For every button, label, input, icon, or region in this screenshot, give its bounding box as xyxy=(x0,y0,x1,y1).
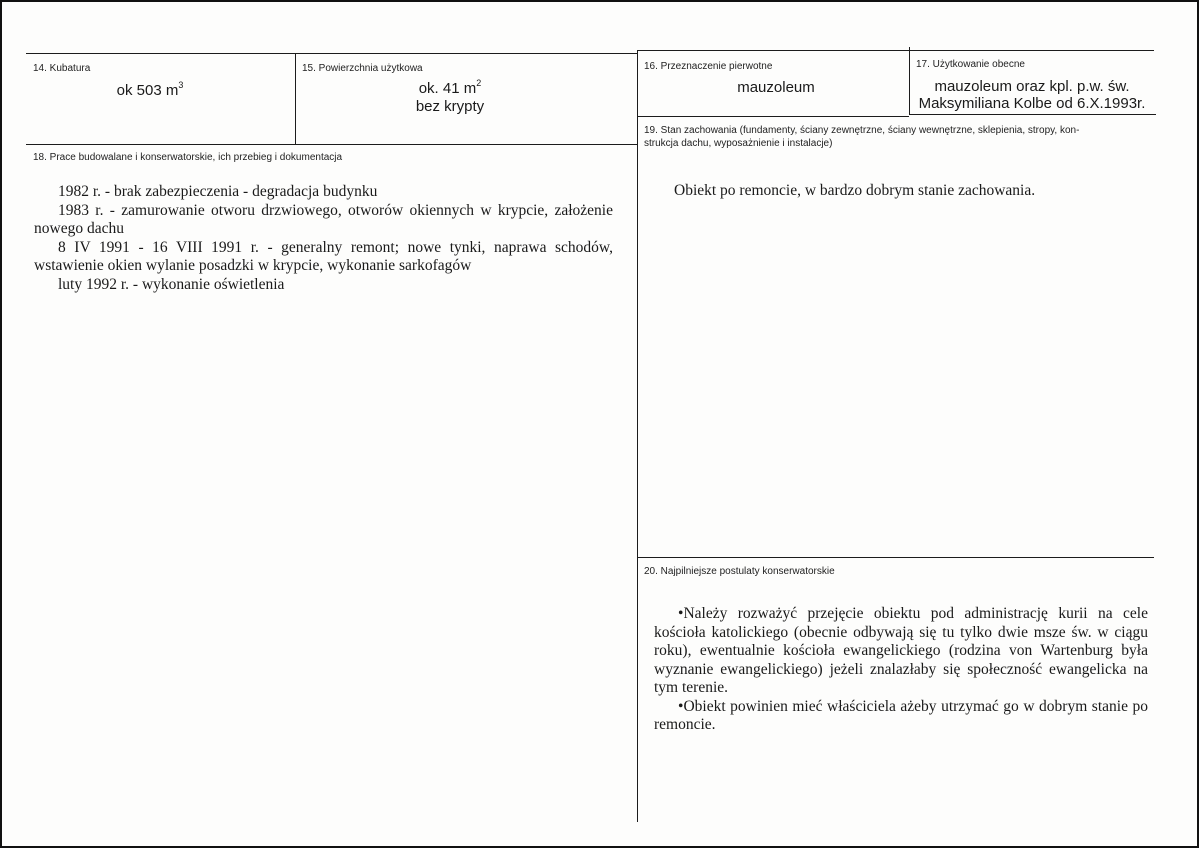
postulat-item: • Należy rozważyć przejęcie obiektu pod administrację kurii na cele kościoła katolickiego (obecnie odbywają się tu tylko dwie msze św. w ciągu roku), ewentualnie kościoła ewangelickiego (rodzina von Wartenburg była wyznanie ewangelickiego) jeżeli znalazłaby się społeczność ewangelicka na tym terenie. xyxy=(654,605,1148,698)
powierzchnia-label: 15. Powierzchnia użytkowa xyxy=(302,63,423,74)
postulaty-list xyxy=(654,605,1148,735)
powierzchnia-note: bez krypty xyxy=(415,98,485,115)
stan-label-line1: 19. Stan zachowania (fundamenty, ściany zewnętrzne, ściany wewnętrzne, sklepienia, stropy, kon- xyxy=(644,125,1080,136)
prace-list xyxy=(34,183,613,294)
prace-entry: luty 1992 r. - wykonanie oświetlenia xyxy=(58,275,285,293)
prace-label: 18. Prace budowalane i konserwatorskie, ich przebieg i dokumentacja xyxy=(33,152,343,163)
rule-16-bottom xyxy=(638,116,909,117)
divider-16-17 xyxy=(909,47,910,115)
postulat-item: • Obiekt powinien mieć właściciela ażeby utrzymać go w dobrym stanie po remoncie. xyxy=(654,698,1148,735)
prace-entry: 1983 r. - zamurowanie otworu drzwiowego, otworów okiennych w krypcie, założenie nowego dachu xyxy=(34,201,613,237)
powierzchnia-value: ok. 41 $m^2$ xyxy=(418,78,482,97)
postulaty-label: 20. Najpilniejsze postulaty konserwatorskie xyxy=(644,566,835,577)
rule-18-top xyxy=(26,144,638,145)
top-rule-left xyxy=(26,53,638,54)
prace-entry: 8 IV 1991 - 16 VIII 1991 r. - generalny remont; nowe tynki, naprawa schodów, wstawienie okien wylanie posadzki w krypcie, wykonanie sarkofagów xyxy=(34,238,613,274)
uzytkowanie-line2: Maksymiliana Kolbe od 6.X.1993r. xyxy=(918,95,1146,112)
uzytkowanie-line1: mauzoleum oraz kpl. p.w. św. xyxy=(934,78,1130,95)
prace-entry: 1982 r. - brak zabezpieczenia - degradacja budynku xyxy=(58,183,378,200)
przeznaczenie-value: mauzoleum xyxy=(737,79,815,96)
kubatura-label: 14. Kubatura xyxy=(33,63,91,74)
rule-17-bottom xyxy=(909,114,1156,115)
rule-20-top xyxy=(638,557,1154,558)
przeznaczenie-label: 16. Przeznaczenie pierwotne xyxy=(644,61,773,72)
top-rule-right xyxy=(638,50,1154,51)
kubatura-value: ok 503 $m^3$ xyxy=(116,80,184,99)
divider-14-15 xyxy=(295,53,296,145)
uzytkowanie-label: 17. Użytkowanie obecne xyxy=(916,59,1025,70)
stan-label-line2: strukcja dachu, wyposażnienie i instalacje) xyxy=(644,138,833,149)
stan-text: Obiekt po remoncie, w bardzo dobrym stanie zachowania. xyxy=(674,182,1036,199)
center-divider xyxy=(637,50,638,822)
